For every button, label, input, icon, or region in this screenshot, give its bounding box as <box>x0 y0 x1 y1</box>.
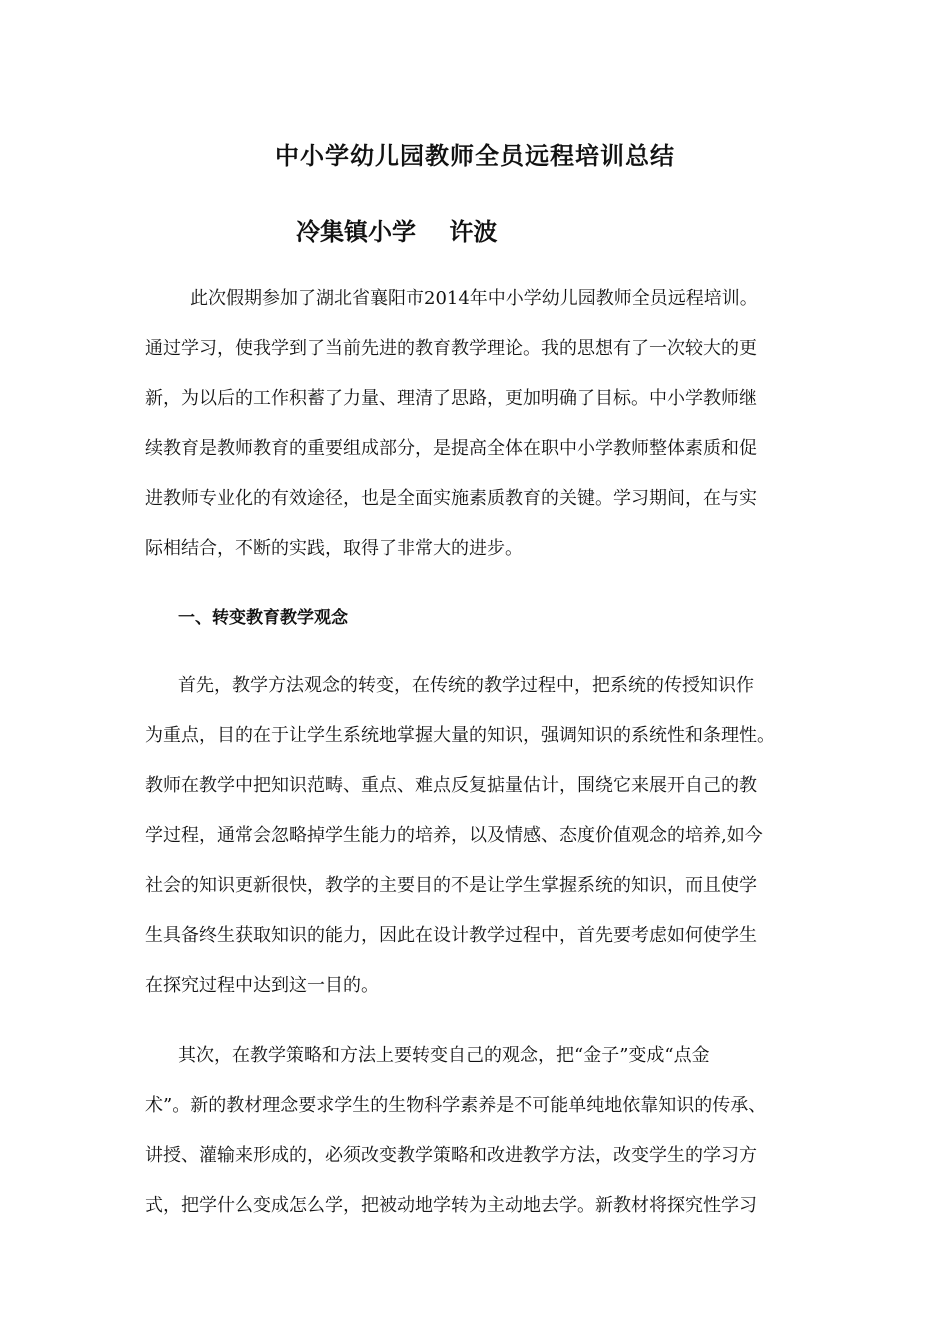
paragraph-2-line-3: 教师在教学中把知识范畴、重点、难点反复掂量估计，围绕它来展开自己的教 <box>145 775 757 796</box>
paragraph-1-line-3: 新，为以后的工作积蓄了力量、理清了思路，更加明确了目标。中小学教师继 <box>145 388 757 409</box>
document-title: 中小学幼儿园教师全员远程培训总结 <box>275 141 675 170</box>
document-author: 冷集镇小学 许波 <box>296 217 498 246</box>
paragraph-3-line-3: 讲授、灌输来形成的，必须改变教学策略和改进教学方法，改变学生的学习方 <box>145 1145 757 1166</box>
paragraph-2-line-7: 在探究过程中达到这一目的。 <box>145 975 379 996</box>
paragraph-2-line-4: 学过程，通常会忽略掉学生能力的培养，以及情感、态度价值观念的培养,如今 <box>145 825 763 846</box>
paragraph-2-line-6: 生具备终生获取知识的能力，因此在设计教学过程中，首先要考虑如何使学生 <box>145 925 757 946</box>
paragraph-3-line-2: 术”。新的教材理念要求学生的生物科学素养是不可能单纯地依靠知识的传承、 <box>145 1095 767 1116</box>
paragraph-1-line-6: 际相结合，不断的实践，取得了非常大的进步。 <box>145 538 523 559</box>
paragraph-2-line-2: 为重点，目的在于让学生系统地掌握大量的知识，强调知识的系统性和条理性。 <box>145 725 775 746</box>
paragraph-3-line-1: 其次，在教学策略和方法上要转变自己的观念，把“金子”变成“点金 <box>178 1045 710 1066</box>
paragraph-3-line-4: 式，把学什么变成怎么学，把被动地学转为主动地去学。新教材将探究性学习 <box>145 1195 757 1216</box>
paragraph-2-line-5: 社会的知识更新很快，教学的主要目的不是让学生掌握系统的知识，而且使学 <box>145 875 757 896</box>
paragraph-1-line-5: 进教师专业化的有效途径，也是全面实施素质教育的关键。学习期间，在与实 <box>145 488 757 509</box>
section-heading-1: 一、转变教育教学观念 <box>178 608 348 628</box>
paragraph-1-line-2: 通过学习，使我学到了当前先进的教育教学理论。我的思想有了一次较大的更 <box>145 338 757 359</box>
paragraph-2-line-1: 首先，教学方法观念的转变，在传统的教学过程中，把系统的传授知识作 <box>178 675 754 696</box>
paragraph-1-line-1: 此次假期参加了湖北省襄阳市2014年中小学幼儿园教师全员远程培训。 <box>190 288 758 309</box>
paragraph-1-line-4: 续教育是教师教育的重要组成部分，是提高全体在职中小学教师整体素质和促 <box>145 438 757 459</box>
